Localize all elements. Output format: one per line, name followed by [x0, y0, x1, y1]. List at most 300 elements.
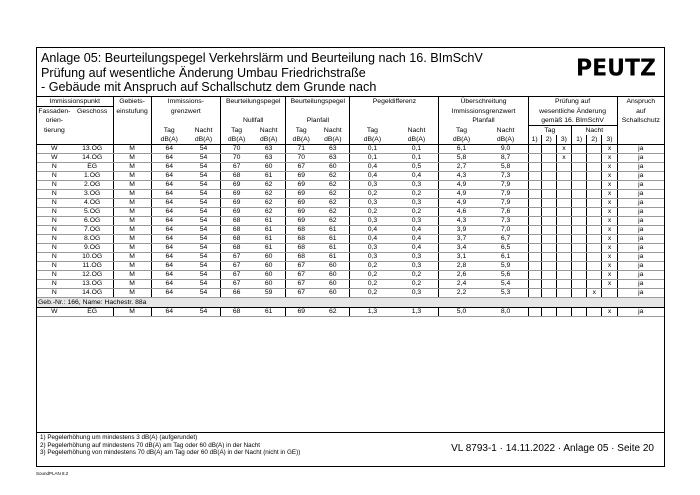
table-cell: 67	[286, 289, 316, 298]
header-footnote-2: 2)	[587, 135, 602, 145]
header-unit: dB(A)	[151, 135, 187, 145]
table-cell: 7,3	[484, 172, 529, 181]
table-cell: ja	[617, 190, 664, 199]
table-cell: 54	[187, 308, 221, 317]
table-cell: 0,2	[350, 208, 395, 217]
table-cell: 0,4	[350, 172, 395, 181]
table-cell: 4,3	[439, 217, 484, 226]
table-cell: 69	[286, 199, 316, 208]
table-cell: 1.OG	[72, 172, 113, 181]
table-cell: 4,9	[439, 190, 484, 199]
table-cell: x	[602, 208, 617, 217]
table-cell: 62	[316, 208, 350, 217]
table-cell: 0,3	[394, 262, 439, 271]
table-cell: x	[556, 154, 571, 163]
header-gebietseinstufung-1: Gebiets-	[113, 97, 151, 107]
table-header	[37, 97, 664, 145]
header-nacht: Nacht	[259, 126, 278, 134]
table-cell: 64	[151, 172, 187, 181]
table-cell	[541, 163, 556, 172]
table-cell	[528, 172, 541, 181]
table-cell: N	[37, 172, 72, 181]
header-blank	[350, 116, 439, 126]
table-cell: 68	[221, 172, 253, 181]
table-cell: 59	[252, 289, 286, 298]
table-cell: 64	[151, 253, 187, 262]
table-cell: 0,4	[394, 172, 439, 181]
table-cell: M	[113, 217, 151, 226]
table-cell: 54	[187, 181, 221, 190]
table-cell: M	[113, 235, 151, 244]
header-blank	[350, 107, 439, 117]
table-cell: 0,4	[394, 235, 439, 244]
table-cell	[587, 190, 602, 199]
table-cell: ja	[617, 235, 664, 244]
table-cell	[556, 226, 571, 235]
table-cell: ja	[617, 226, 664, 235]
table-cell	[528, 244, 541, 253]
header-planfall: Planfall	[286, 116, 350, 126]
table-cell	[541, 226, 556, 235]
table-cell: 10.OG	[72, 253, 113, 262]
table-cell	[587, 208, 602, 217]
footer-divider	[37, 432, 664, 433]
table-cell: 0,3	[394, 289, 439, 298]
table-cell	[587, 163, 602, 172]
table-cell: 13.OG	[72, 280, 113, 289]
table-cell: ja	[617, 154, 664, 163]
table-cell: 61	[316, 244, 350, 253]
header-unit: dB(A)	[260, 136, 278, 143]
table-cell: 64	[151, 271, 187, 280]
header-footnote-3: 3)	[602, 135, 617, 145]
table-cell: M	[113, 163, 151, 172]
table-cell: 64	[151, 181, 187, 190]
table-cell: 62	[316, 308, 350, 317]
table-cell: 0,1	[350, 154, 395, 163]
header-unit: dB(A)	[324, 136, 342, 143]
table-cell: 3,9	[439, 226, 484, 235]
header-tag: Tag	[221, 126, 253, 136]
table-cell: N	[37, 199, 72, 208]
table-cell	[587, 262, 602, 271]
table-cell: N	[37, 190, 72, 199]
table-row	[37, 308, 664, 317]
table-cell	[572, 172, 587, 181]
table-cell: M	[113, 226, 151, 235]
header-unit: dB(A)	[407, 136, 426, 143]
table-cell: W	[37, 145, 72, 154]
header-beurteilungspegel-nullfall: Beurteilungspegel	[221, 97, 286, 107]
table-cell: 68	[286, 253, 316, 262]
header-unit: dB(A)	[221, 135, 253, 145]
table-cell: 69	[221, 190, 253, 199]
table-cell: ja	[617, 253, 664, 262]
table-cell: N	[37, 208, 72, 217]
table-cell: 62	[252, 181, 286, 190]
table-cell: M	[113, 181, 151, 190]
table-cell: 68	[221, 235, 253, 244]
table-cell	[528, 226, 541, 235]
header-anspruch-1: Anspruch	[617, 97, 664, 107]
table-cell: 1,3	[394, 308, 439, 317]
table-cell: 0,3	[350, 253, 395, 262]
table-row	[37, 271, 664, 280]
table-cell: 2,4	[439, 280, 484, 289]
table-row	[37, 280, 664, 289]
table-cell: M	[113, 262, 151, 271]
table-cell: 60	[316, 280, 350, 289]
table-cell: 64	[151, 145, 187, 154]
table-cell: M	[113, 208, 151, 217]
table-cell	[541, 271, 556, 280]
table-cell	[587, 235, 602, 244]
header-grenzwert-2: grenzwert	[151, 107, 221, 117]
table-cell: 60	[316, 289, 350, 298]
header-blank	[151, 116, 221, 126]
header-blank	[617, 135, 664, 145]
table-cell	[541, 280, 556, 289]
header-nullfall: Nullfall	[221, 116, 286, 126]
table-cell: M	[113, 289, 151, 298]
table-cell: 61	[252, 226, 286, 235]
table-cell: 2,6	[439, 271, 484, 280]
table-cell	[528, 145, 541, 154]
software-label: SoundPLAN 8.2	[36, 471, 69, 476]
table-cell: 67	[286, 262, 316, 271]
table-cell: 2,2	[439, 289, 484, 298]
table-cell: 9.OG	[72, 244, 113, 253]
table-cell: 67	[221, 262, 253, 271]
table-cell: 70	[221, 154, 253, 163]
table-cell: M	[113, 280, 151, 289]
table-cell: M	[113, 244, 151, 253]
table-cell: 69	[286, 172, 316, 181]
table-row	[37, 226, 664, 235]
table-cell: 60	[252, 280, 286, 289]
table-cell: 69	[286, 181, 316, 190]
table-row	[37, 190, 664, 199]
table-cell	[528, 199, 541, 208]
table-row	[37, 289, 664, 298]
table-cell: EG	[72, 308, 113, 317]
table-cell: ja	[617, 217, 664, 226]
table-cell: 62	[316, 190, 350, 199]
table-cell: 13.OG	[72, 145, 113, 154]
table-cell: 0,5	[394, 163, 439, 172]
table-cell: 68	[221, 308, 253, 317]
header-nacht: Nacht	[323, 126, 342, 134]
table-cell	[541, 172, 556, 181]
table-cell: N	[37, 289, 72, 298]
header-fassade-3: tierung	[43, 126, 65, 134]
table-cell: 7,9	[484, 190, 529, 199]
document-frame	[36, 47, 665, 467]
table-cell: 68	[286, 226, 316, 235]
table-cell: 61	[252, 235, 286, 244]
table-cell: 67	[221, 163, 253, 172]
table-cell: 54	[187, 289, 221, 298]
table-cell: 0,2	[350, 190, 395, 199]
table-cell	[587, 271, 602, 280]
table-cell: 64	[151, 226, 187, 235]
table-cell	[572, 163, 587, 172]
table-cell: 67	[221, 253, 253, 262]
table-cell: 60	[252, 271, 286, 280]
table-cell	[587, 199, 602, 208]
header-footnote-1: 1)	[572, 135, 587, 145]
table-cell: 61	[316, 235, 350, 244]
header-unit: dB(A)	[439, 135, 484, 145]
table-cell: M	[113, 308, 151, 317]
table-cell: 69	[286, 308, 316, 317]
table-cell	[602, 289, 617, 298]
table-cell: 0,3	[350, 217, 395, 226]
table-cell: W	[37, 154, 72, 163]
table-cell	[587, 280, 602, 289]
table-cell: x	[602, 181, 617, 190]
table-cell	[541, 154, 556, 163]
header-tag: Tag	[286, 126, 316, 136]
table-cell: N	[37, 163, 72, 172]
table-cell	[528, 308, 541, 317]
document-reference: VL 8793-1 · 14.11.2022 · Anlage 05 · Seite 20	[451, 443, 654, 454]
table-cell: x	[602, 172, 617, 181]
table-cell: x	[602, 271, 617, 280]
title-line-1: Anlage 05: Beurteilungspegel Verkehrslärm und Beurteilung nach 16. BImSchV	[41, 51, 483, 65]
table-cell: 64	[151, 280, 187, 289]
results-table	[37, 97, 664, 317]
header-footnote-2: 2)	[541, 135, 556, 145]
table-cell: ja	[617, 244, 664, 253]
header-blank	[72, 126, 113, 136]
table-cell: 63	[252, 145, 286, 154]
header-blank	[221, 107, 286, 117]
table-cell: N	[37, 244, 72, 253]
building-label: Geb.-Nr.: 166, Name: Hachestr. 88a	[37, 298, 664, 308]
table-cell: M	[113, 199, 151, 208]
table-cell	[528, 154, 541, 163]
table-cell	[556, 280, 571, 289]
table-cell: 9,0	[484, 145, 529, 154]
table-cell: 61	[252, 308, 286, 317]
table-cell: 62	[252, 208, 286, 217]
table-row	[37, 163, 664, 172]
table-cell: 64	[151, 308, 187, 317]
table-cell: x	[602, 308, 617, 317]
table-cell: x	[602, 217, 617, 226]
table-body-building-2	[37, 308, 664, 317]
table-cell	[572, 181, 587, 190]
table-cell: 54	[187, 271, 221, 280]
header-unit: dB(A)	[194, 136, 213, 143]
table-cell: 2.OG	[72, 181, 113, 190]
table-cell: ja	[617, 280, 664, 289]
table-cell: 4,9	[439, 181, 484, 190]
table-cell: x	[602, 235, 617, 244]
table-cell: x	[602, 145, 617, 154]
table-cell	[572, 271, 587, 280]
table-cell	[541, 199, 556, 208]
table-cell: 60	[252, 253, 286, 262]
table-cell	[572, 145, 587, 154]
header-blank	[72, 135, 113, 145]
table-cell: x	[602, 244, 617, 253]
table-cell: 61	[252, 172, 286, 181]
table-cell: 64	[151, 235, 187, 244]
table-cell	[556, 271, 571, 280]
table-cell	[572, 289, 587, 298]
table-cell	[556, 308, 571, 317]
table-cell: 0,2	[394, 208, 439, 217]
table-cell: 0,3	[350, 181, 395, 190]
table-cell: 62	[316, 217, 350, 226]
table-cell: 0,4	[394, 226, 439, 235]
table-cell: 5,8	[439, 154, 484, 163]
table-cell: EG	[72, 163, 113, 172]
header-unit: dB(A)	[496, 136, 515, 143]
table-cell: x	[602, 226, 617, 235]
table-cell	[528, 190, 541, 199]
header-blank	[113, 116, 151, 126]
table-cell	[572, 226, 587, 235]
table-cell	[541, 289, 556, 298]
header-ueberschreitung-2: Immissionsgrenzwert	[439, 107, 528, 117]
table-cell	[528, 235, 541, 244]
table-cell: 64	[151, 190, 187, 199]
table-cell: 54	[187, 145, 221, 154]
logo-text: PEUTZ	[576, 55, 656, 82]
table-cell: W	[37, 308, 72, 317]
table-cell	[528, 262, 541, 271]
peutz-logo	[576, 56, 654, 82]
table-cell: N	[37, 262, 72, 271]
table-cell: 6,5	[484, 244, 529, 253]
table-cell: 0,1	[394, 145, 439, 154]
table-cell: M	[113, 271, 151, 280]
table-cell	[541, 208, 556, 217]
table-cell: 67	[286, 271, 316, 280]
footnote-2: 2) Pegelerhöhung auf mindestens 70 dB(A) am Tag oder 60 dB(A) in der Nacht	[40, 441, 261, 449]
table-cell: M	[113, 172, 151, 181]
table-cell: 54	[187, 190, 221, 199]
table-cell	[572, 208, 587, 217]
header-tag: Tag	[151, 126, 187, 136]
table-row	[37, 208, 664, 217]
header-gebietseinstufung-2: einstufung	[113, 107, 151, 117]
table-cell: 60	[316, 163, 350, 172]
header-footnote-3: 3)	[556, 135, 571, 145]
header-ueberschreitung-1: Überschreitung	[439, 97, 528, 107]
table-cell: 54	[187, 208, 221, 217]
header-tag: Tag	[439, 126, 484, 136]
header-pruefung-1: Prüfung auf	[528, 97, 617, 107]
table-cell: 3,1	[439, 253, 484, 262]
table-cell: M	[113, 253, 151, 262]
table-cell: N	[37, 271, 72, 280]
table-cell: 0,3	[350, 199, 395, 208]
table-cell: 7,3	[484, 217, 529, 226]
table-cell	[541, 262, 556, 271]
table-cell	[556, 163, 571, 172]
table-cell: x	[556, 145, 571, 154]
table-cell: ja	[617, 163, 664, 172]
header-footnote-1: 1)	[528, 135, 541, 145]
table-cell	[556, 181, 571, 190]
header-blank	[617, 126, 664, 136]
table-cell: ja	[617, 271, 664, 280]
header-pegeldifferenz: Pegeldifferenz	[350, 97, 439, 107]
table-cell: 69	[221, 199, 253, 208]
table-cell: 64	[151, 199, 187, 208]
table-cell	[572, 235, 587, 244]
table-cell: 64	[151, 262, 187, 271]
table-cell: 64	[151, 244, 187, 253]
table-cell	[572, 280, 587, 289]
table-cell: 68	[221, 244, 253, 253]
table-cell: 68	[286, 244, 316, 253]
table-cell: 5,3	[484, 289, 529, 298]
table-cell: 64	[151, 163, 187, 172]
table-row	[37, 244, 664, 253]
footnote-3: 3) Pegelerhöhung von mindestens 70 dB(A) am Tag oder 60 dB(A) in der Nacht (nicht in GE))	[40, 449, 301, 457]
table-cell: 7,9	[484, 199, 529, 208]
table-cell: 67	[286, 280, 316, 289]
title-line-3: - Gebäude mit Anspruch auf Schallschutz dem Grunde nach	[41, 80, 377, 94]
table-cell: ja	[617, 262, 664, 271]
table-cell: 0,3	[394, 199, 439, 208]
table-cell	[587, 172, 602, 181]
table-cell: 68	[286, 235, 316, 244]
table-cell	[541, 244, 556, 253]
table-cell: N	[37, 235, 72, 244]
table-cell: 0,3	[350, 244, 395, 253]
table-cell: 12.OG	[72, 271, 113, 280]
table-row	[37, 217, 664, 226]
table-cell: 0,3	[394, 181, 439, 190]
table-row	[37, 235, 664, 244]
table-cell: 54	[187, 244, 221, 253]
table-cell: x	[602, 199, 617, 208]
table-cell: 67	[221, 280, 253, 289]
header-beurteilungspegel-planfall: Beurteilungspegel	[286, 97, 350, 107]
table-cell: 60	[252, 262, 286, 271]
table-cell: 14.OG	[72, 289, 113, 298]
table-cell: 64	[151, 289, 187, 298]
table-cell: N	[37, 181, 72, 190]
table-cell: 69	[221, 181, 253, 190]
table-cell: ja	[617, 199, 664, 208]
table-cell: 0,4	[350, 235, 395, 244]
table-cell: N	[37, 226, 72, 235]
table-cell	[587, 226, 602, 235]
table-cell: 61	[316, 253, 350, 262]
table-cell: 54	[187, 199, 221, 208]
header-pruefung-2: wesentliche Änderung	[528, 107, 617, 117]
table-cell: ja	[617, 172, 664, 181]
table-cell: 4,6	[439, 208, 484, 217]
table-cell: 62	[316, 172, 350, 181]
table-cell	[528, 181, 541, 190]
table-cell: 66	[221, 289, 253, 298]
title-line-2: Prüfung auf wesentliche Änderung Umbau Friedrichstraße	[41, 65, 366, 80]
table-cell	[528, 271, 541, 280]
table-cell	[541, 253, 556, 262]
table-cell	[572, 262, 587, 271]
table-cell: 7,0	[484, 226, 529, 235]
table-cell: 61	[252, 244, 286, 253]
table-cell: 69	[286, 217, 316, 226]
